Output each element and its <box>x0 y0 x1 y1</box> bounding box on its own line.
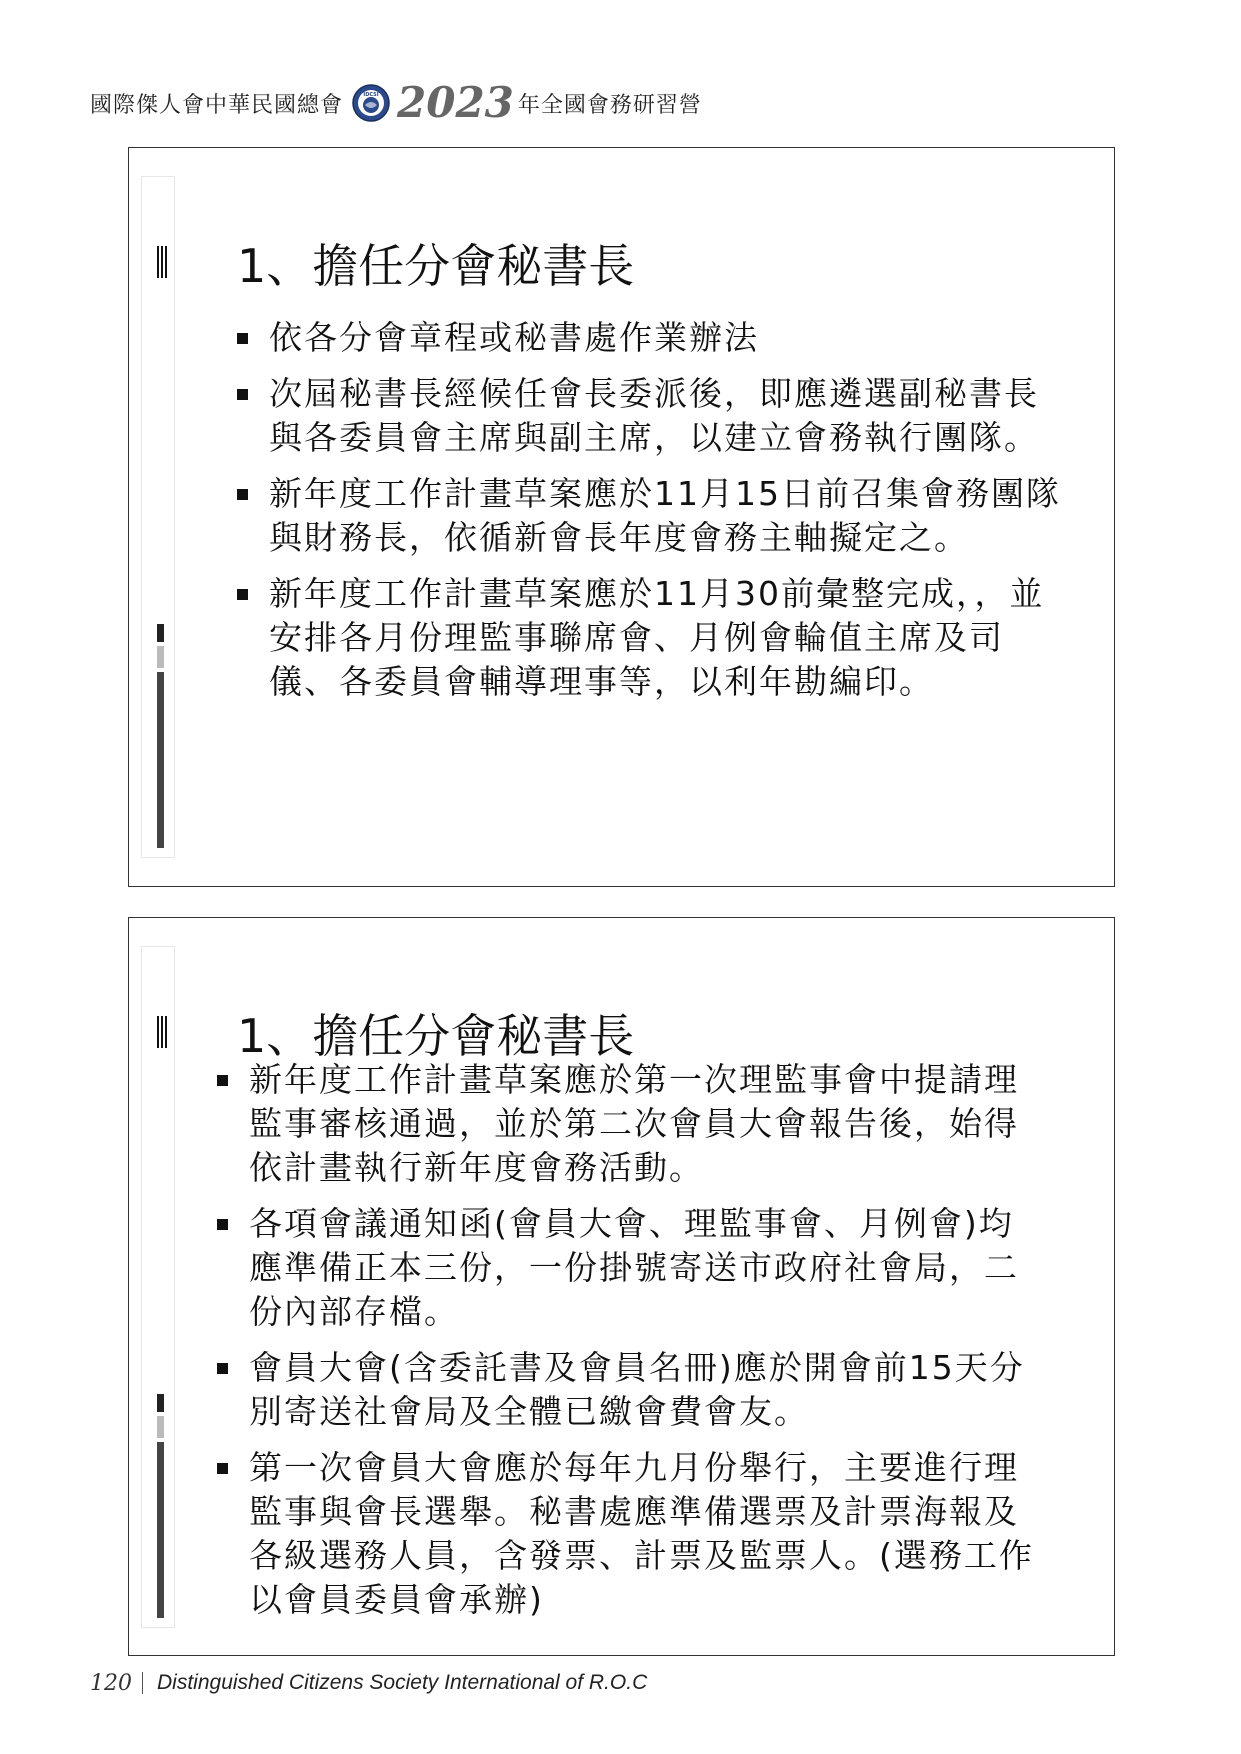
logo-lettering: IDCSI <box>363 92 379 98</box>
bullet-square-icon <box>217 1363 228 1374</box>
page-number: 120 <box>90 1670 132 1696</box>
slide-title-marker <box>157 246 167 278</box>
slide-title: 1、擔任分會秘書長 <box>237 1009 635 1063</box>
slide-2 <box>128 917 1115 1656</box>
list-item: 各項會議通知函(會員大會、理監事會、月例會)均應準備正本三份，一份掛號寄送市政府社會局，二份內部存檔。 <box>217 1202 1047 1334</box>
page-header <box>90 78 702 128</box>
organization-name: 國際傑人會中華民國總會 <box>90 92 344 118</box>
bullet-square-icon <box>237 589 248 600</box>
bullet-square-icon <box>217 1463 228 1474</box>
slide-title: 1、擔任分會秘書長 <box>237 239 635 293</box>
side-bar-segment <box>157 1416 164 1438</box>
footer-divider <box>142 1672 143 1694</box>
bullet-square-icon <box>237 389 248 400</box>
bullet-list <box>217 1058 1047 1634</box>
event-year: 2023 <box>397 78 514 127</box>
side-bar-segment <box>157 1442 164 1618</box>
list-item: 新年度工作計畫草案應於第一次理監事會中提請理監事審核通過，並於第二次會員大會報告後，始得依計畫執行新年度會務活動。 <box>217 1058 1047 1190</box>
side-bar-segment <box>157 646 164 668</box>
slide-title-marker <box>157 1016 167 1048</box>
side-bar-segment <box>157 1394 164 1412</box>
event-name: 年全國會務研習營 <box>517 92 702 118</box>
list-item: 第一次會員大會應於每年九月份舉行，主要進行理監事與會長選舉。秘書處應準備選票及計票海報及各級選務人員，含發票、計票及監票人。(選務工作以會員委員會承辦) <box>217 1446 1047 1622</box>
bullet-square-icon <box>237 333 248 344</box>
list-item: 次屆秘書長經候任會長委派後，即應遴選副秘書長與各委員會主席與副主席，以建立會務執行團隊。 <box>237 372 1067 460</box>
society-name: Distinguished Citizens Society International of R.O.C <box>157 1671 648 1694</box>
list-item: 依各分會章程或秘書處作業辦法 <box>237 316 1067 360</box>
list-item: 會員大會(含委託書及會員名冊)應於開會前15天分別寄送社會局及全體已繳會費會友。 <box>217 1346 1047 1434</box>
list-item: 新年度工作計畫草案應於11月30前彙整完成，，並安排各月份理監事聯席會、月例會輪值主席及司儀、各委員會輔導理事等，以利年勘編印。 <box>237 572 1067 704</box>
bullet-square-icon <box>217 1075 228 1086</box>
list-item: 新年度工作計畫草案應於11月15日前召集會務團隊與財務長，依循新會長年度會務主軸擬定之。 <box>237 472 1067 560</box>
bullet-square-icon <box>237 489 248 500</box>
side-bar-segment <box>157 624 164 642</box>
slide-1 <box>128 147 1115 887</box>
society-logo-icon <box>351 83 391 123</box>
bullet-square-icon <box>217 1219 228 1230</box>
side-bar-segment <box>157 672 164 848</box>
bullet-list <box>237 316 1067 716</box>
page-footer <box>90 1668 647 1698</box>
